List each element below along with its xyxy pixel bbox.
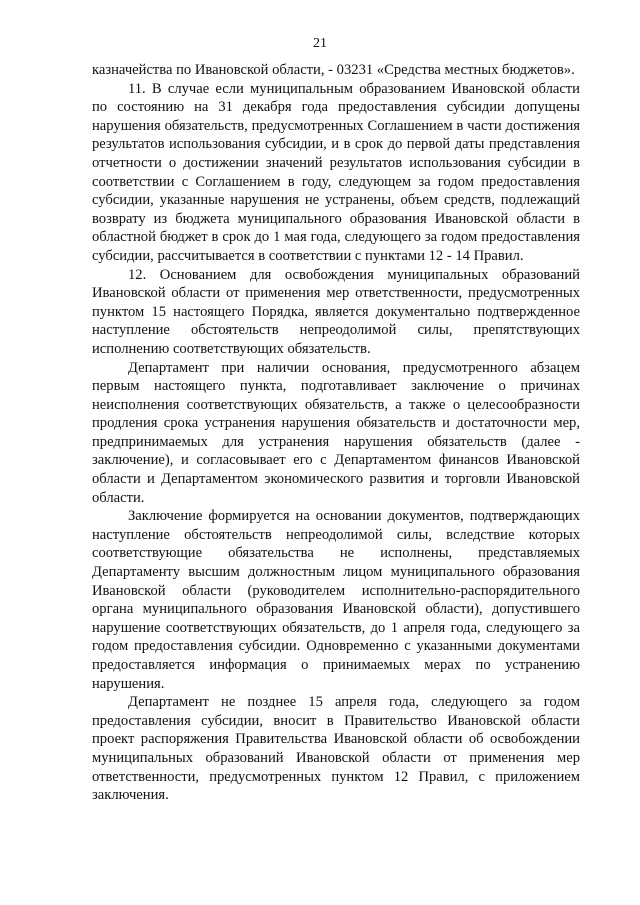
paragraph-item-11: 11. В случае если муниципальным образованием Ивановской области по состоянию на 31 декабря года предоставления субсидии допущены нарушения обязательств, предусмотренных Соглашением в части достижения результатов использования субсидии, и в срок до первой даты представления отчетности о достижении значений результатов использования субсидии в соответствии с Соглашением в году, следующем за годом предоставления субсидии, указанные нарушения не устранены, объем средств, подлежащий возврату из бюджета муниципального образования Ивановской области в областной бюджет в срок до 1 мая года, следующего за годом предоставления субсидии, рассчитывается в соответствии с пунктами 12 - 14 Правил.: [92, 80, 580, 264]
paragraph-department-deadline: Департамент не позднее 15 апреля года, следующего за годом предоставления субсидии, вносит в Правительство Ивановской области проект распоряжения Правительства Ивановской области об освобождении муниципальных образований Ивановской области от применения мер ответственности, предусмотренных пунктом 12 Правил, с приложением заключения.: [92, 694, 580, 804]
document-body: [92, 61, 580, 805]
paragraph-department-conclusion: Департамент при наличии основания, предусмотренного абзацем первым настоящего пункта, подготавливает заключение о причинах неисполнения соответствующих обязательств, а также о целесообразности продления срока устранения нарушения обязательств и достаточности мер, предпринимаемых для устранения нарушения обязательств (далее - заключение), и согласовывает его с Департаментом финансов Ивановской области и Департаментом экономического развития и торговли Ивановской области.: [92, 359, 580, 506]
paragraph-continuation: казначейства по Ивановской области, - 03231 «Средства местных бюджетов».: [92, 62, 575, 78]
page-number: 21: [313, 36, 327, 51]
paragraph-item-12: 12. Основанием для освобождения муниципальных образований Ивановской области от применения мер ответственности, предусмотренных пунктом 15 настоящего Порядка, является документально подтвержденное наступление обстоятельств непреодолимой силы, препятствующих исполнению соответствующих обязательств.: [92, 266, 580, 357]
paragraph-conclusion-formation: Заключение формируется на основании документов, подтверждающих наступление обстоятельств непреодолимой силы, вследствие которых соответствующие обязательства не исполнены, представляемых Департаменту высшим должностным лицом муниципального образования Ивановской области (руководителем исполнительно-распорядительного органа муниципального образования Ивановской области), допустившего нарушение соответствующих обязательств, до 1 апреля года, следующего за годом предоставления субсидии. Одновременно с указанными документами предоставляется информация о принимаемых мерах по устранению нарушения.: [92, 508, 580, 692]
